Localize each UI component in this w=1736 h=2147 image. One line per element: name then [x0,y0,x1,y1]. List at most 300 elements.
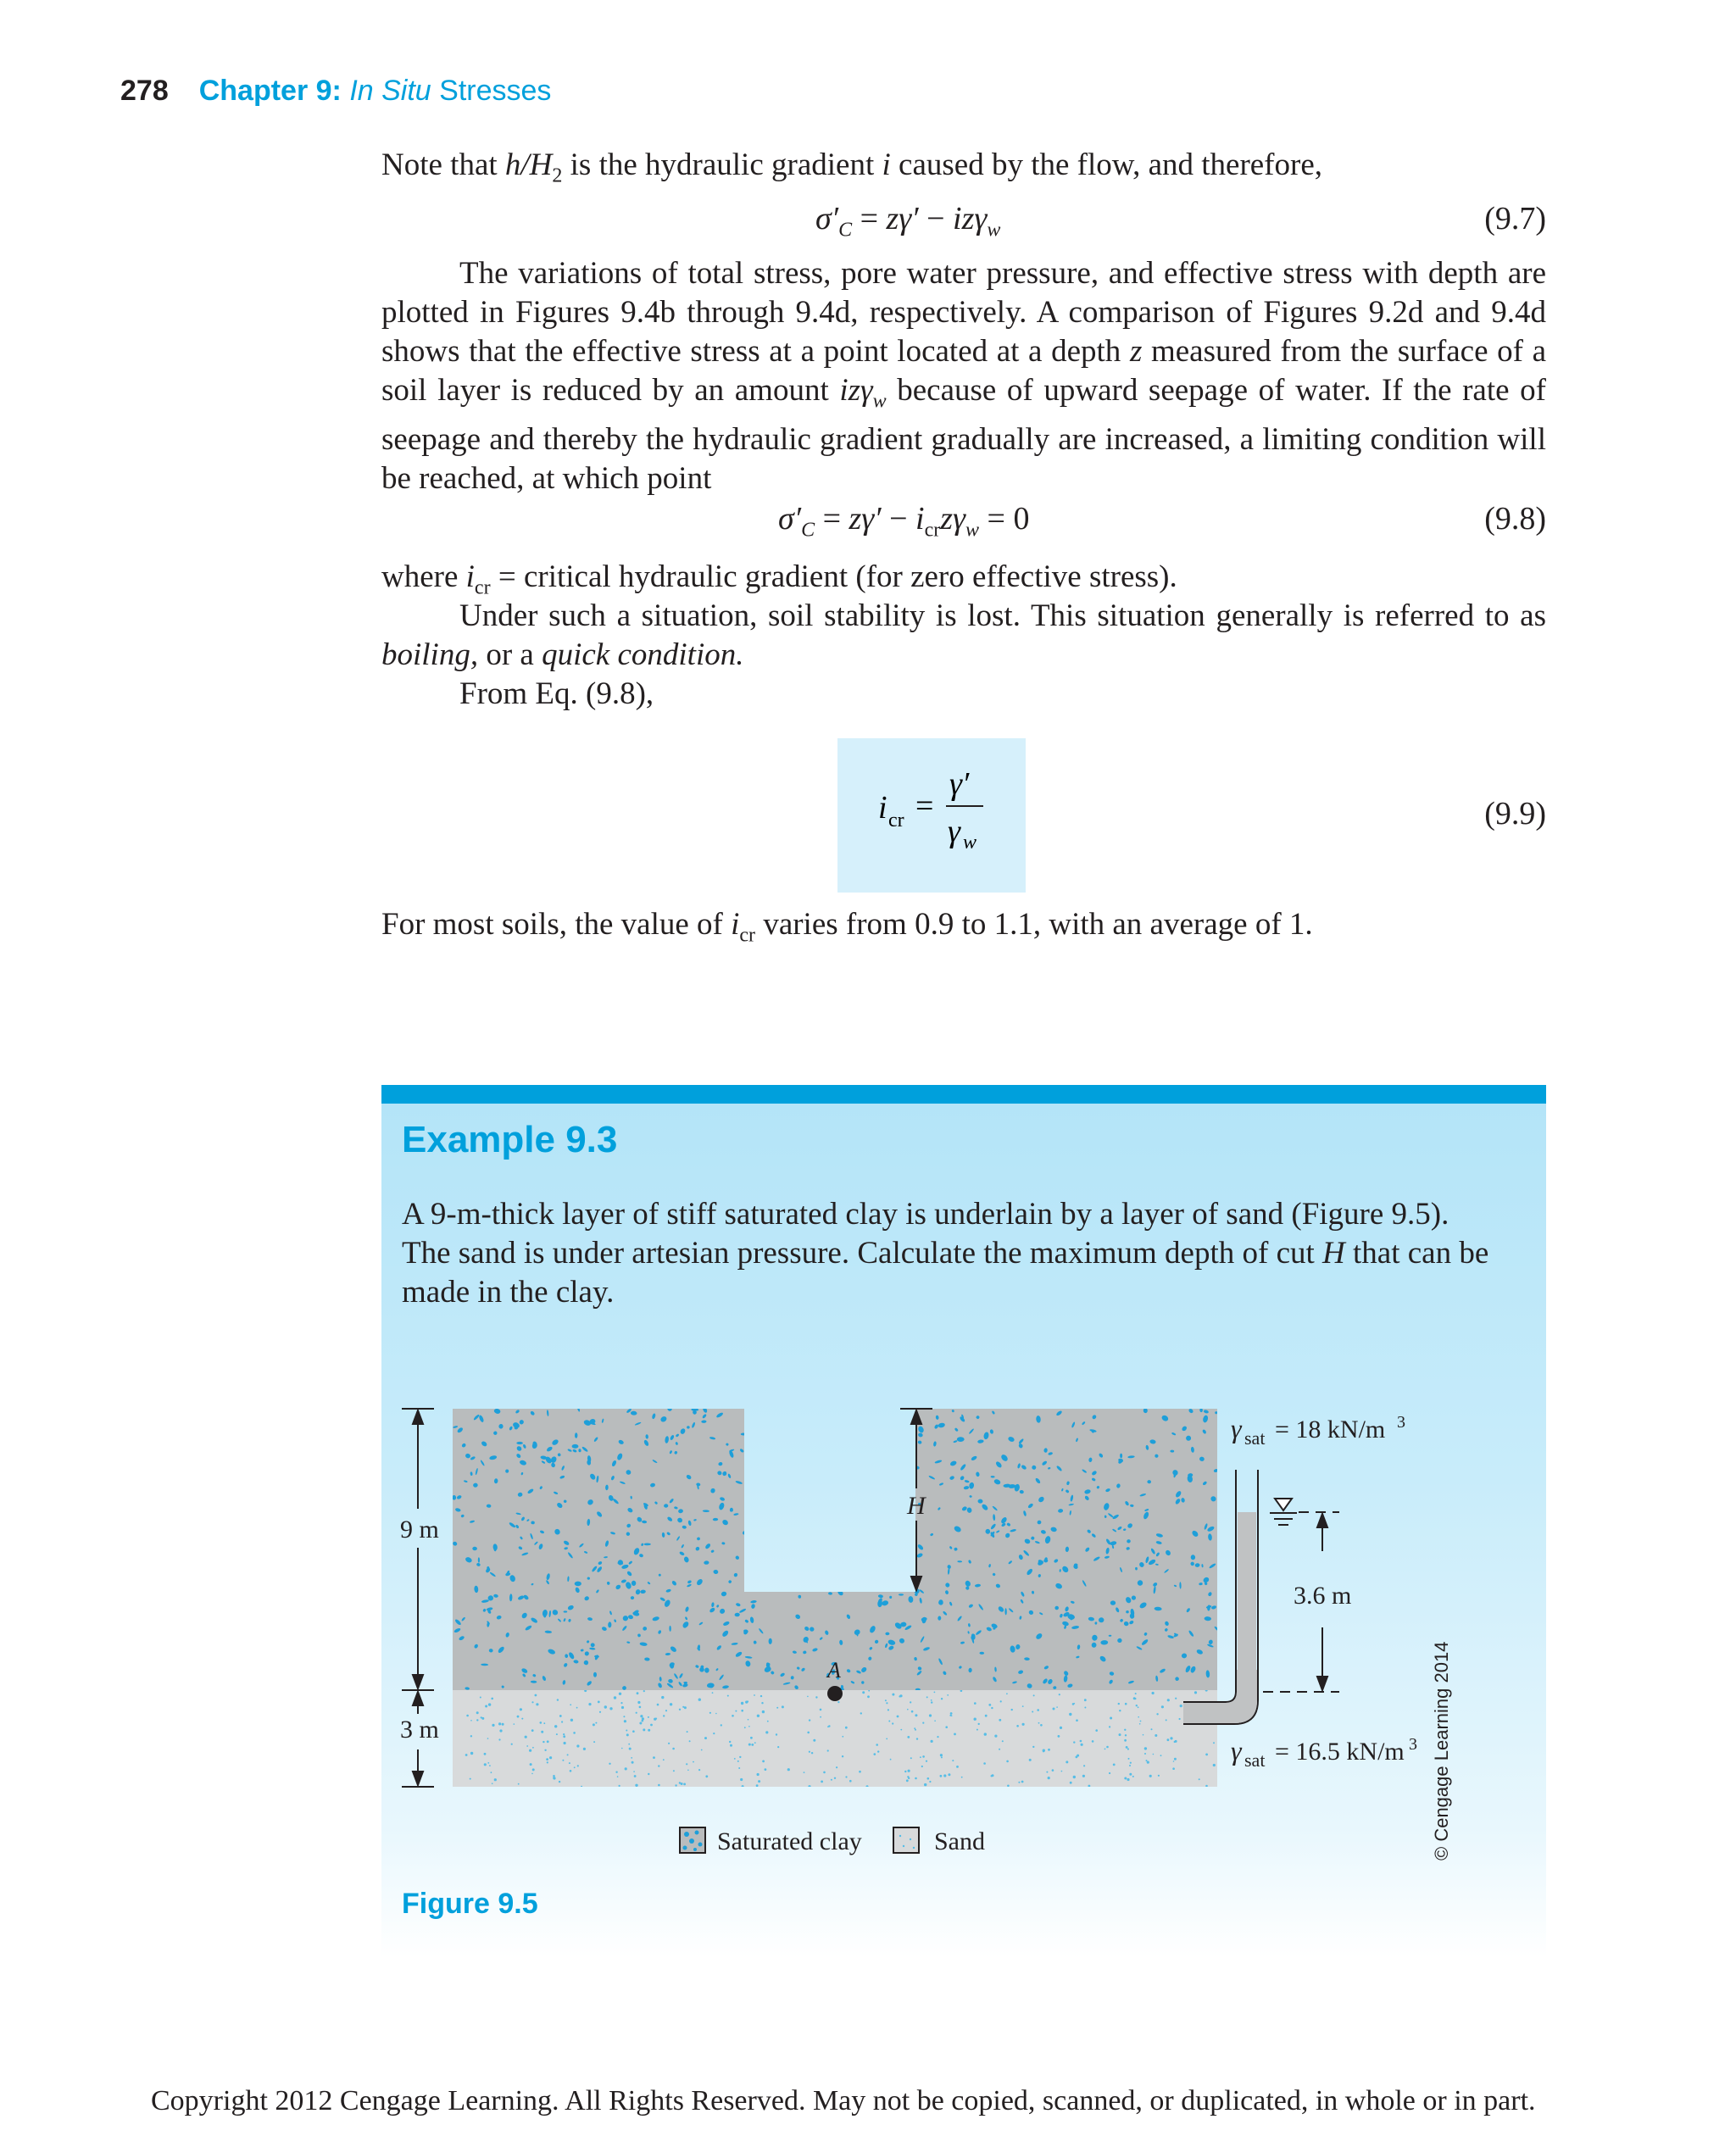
sand-grain [547,1740,549,1743]
svg-text:3: 3 [1409,1735,1417,1754]
svg-text:i: i [878,790,887,826]
sand-grain [492,1724,494,1727]
sand-grain [487,1762,489,1764]
clay-grain [815,1567,821,1571]
sand-grain [834,1777,836,1779]
sand-grain [745,1701,748,1704]
sand-grain [900,1729,902,1731]
sand-grain [915,1714,917,1716]
clay-grain [875,1513,882,1520]
example-title: Example 9.3 [402,1119,618,1160]
sand-grain [1032,1711,1033,1713]
sand-grain [536,1703,538,1705]
sand-grain [484,1763,487,1766]
sand-grain [1199,1778,1200,1780]
clay-grain [860,1559,866,1566]
sand-grain [634,1775,637,1777]
sand-grain [1110,1717,1112,1720]
sand-grain [976,1729,978,1731]
sand-grain [760,1695,762,1697]
clay-grain [854,1525,860,1530]
clay-grain [865,1421,867,1427]
sand-grain [1146,1760,1148,1761]
clay-grain [881,1496,887,1502]
label-H: H [907,1492,926,1520]
sand-grain [624,1720,626,1722]
label-9m: 9 m [400,1516,439,1544]
sand-grain [557,1699,559,1700]
sand-grain [1076,1756,1078,1759]
clay-grain [833,1585,838,1588]
sand-grain [643,1690,645,1692]
sand-grain [683,1783,686,1786]
svg-text:cr: cr [888,809,904,832]
sand-grain [809,1719,810,1721]
sand-grain [636,1712,637,1714]
sand-grain [762,1710,765,1713]
sand-grain [1084,1699,1087,1701]
sand-grain [1113,1764,1116,1766]
sand-grain [689,1740,691,1742]
clay-grain [899,1594,904,1595]
sand-grain [734,1758,736,1760]
sand-grain [484,1753,487,1755]
from-eq-line: From Eq. (9.8), [459,676,654,711]
sand-grain [750,1737,753,1739]
sand-grain [1011,1709,1013,1710]
sand-grain [837,1701,839,1703]
sand-grain [811,1752,813,1754]
sand-grain [924,1783,926,1786]
clay-grain [793,1481,797,1488]
sand-grain [807,1696,809,1698]
clay-grain [779,1418,782,1421]
svg-text:γ: γ [948,814,960,849]
sand-grain [1095,1729,1098,1732]
sand-grain [1118,1703,1120,1705]
clay-grain [883,1540,887,1544]
sand-grain [629,1748,632,1750]
clay-grain [772,1413,779,1417]
clay-grain [886,1459,889,1462]
clay-grain [787,1539,793,1544]
sand-grain [738,1767,740,1769]
sand-grain [991,1707,993,1709]
sand-grain [1213,1742,1215,1744]
sand-grain [635,1784,637,1787]
sand-grain [521,1718,523,1720]
sand-grain [621,1748,623,1749]
sand-grain [1180,1705,1182,1707]
legend [680,1827,985,1855]
sand-grain [1048,1749,1050,1751]
sand-grain [945,1726,948,1728]
sand-grain [1156,1713,1158,1715]
sand-grain [481,1717,484,1720]
clay-grain [747,1477,752,1482]
sand-grain [983,1762,986,1765]
sand-grain [886,1702,887,1704]
clay-grain [826,1565,830,1568]
clay-grain [910,1466,915,1472]
sand-grain [517,1716,520,1718]
clay-grain [789,1410,793,1415]
sand-grain [625,1767,627,1770]
sand-grain [1119,1710,1121,1711]
clay-grain [912,1560,915,1566]
clay-grain [765,1428,771,1434]
sand-grain [927,1777,930,1780]
sand-grain [1124,1729,1126,1731]
sand-grain [520,1708,522,1710]
sand-grain [929,1781,931,1783]
clay-grain [823,1521,830,1527]
sand-grain [922,1722,924,1724]
water-level-symbol [1270,1499,1297,1525]
sand-grain [1135,1693,1137,1694]
figure-9-5 [381,1382,1546,1873]
sand-grain [1081,1744,1083,1746]
sand-grain [1072,1703,1075,1705]
sand-grain [476,1711,479,1714]
sand-grain [542,1741,544,1743]
sand-grain [1160,1755,1162,1756]
sand-grain [1016,1725,1019,1727]
sand-grain [1147,1761,1149,1764]
point-a-marker [827,1686,843,1701]
clay-grain [786,1426,793,1434]
sand-grain [466,1715,469,1717]
clay-grain [894,1413,900,1421]
sand-grain [888,1721,890,1722]
clay-grain [907,1436,912,1441]
sand-grain [748,1726,750,1727]
sand-grain [547,1761,548,1763]
sand-grain [868,1690,870,1692]
sand-grain [1006,1693,1008,1694]
sand-grain [1139,1723,1141,1725]
clay-grain [781,1445,785,1450]
sand-grain [887,1709,889,1710]
sand-grain [876,1744,878,1746]
clay-grain [787,1581,794,1588]
sand-grain [593,1723,595,1726]
label-3m: 3 m [400,1716,439,1744]
clay-layer [453,1409,1217,1690]
clay-grain [798,1575,805,1580]
sand-grain [922,1755,925,1758]
sand-grain [541,1731,543,1733]
clay-grain [754,1560,760,1566]
sand-grain [491,1772,492,1773]
clay-grain [815,1510,820,1515]
sand-grain [573,1732,576,1734]
clay-grain [843,1527,849,1532]
sand-grain [804,1772,805,1773]
sand-grain [1022,1723,1025,1726]
sand-grain [758,1780,760,1783]
where-line: where $i_{cr}$ = critical hydraulic gradient (for zero effective stress). [381,559,1177,599]
sand-grain [899,1695,900,1697]
sand-grain [621,1706,624,1709]
paragraph-hydraulic-gradient: Note that $h/H_2$ is the hydraulic gradient i caused by the flow, and therefore, [381,147,1323,187]
sand-grain [951,1715,953,1716]
sand-grain [712,1692,714,1694]
clay-grain [818,1472,823,1477]
sand-grain [535,1694,537,1697]
clay-grain [868,1538,873,1543]
clay-grain [749,1505,754,1510]
sand-grain [931,1701,932,1703]
sand-grain [820,1716,821,1718]
clay-grain [846,1546,853,1554]
sand-grain [1002,1740,1004,1742]
sand-grain [1194,1691,1197,1694]
sand-grain [985,1715,988,1717]
clay-grain [704,1668,709,1673]
sand-grain [1076,1719,1078,1721]
sand-grain [665,1710,667,1711]
sand-grain [593,1741,595,1743]
sand-grain [862,1691,865,1694]
sand-grain [807,1732,810,1734]
sand-grain [561,1721,563,1722]
chapter-label: Chapter 9: [198,75,342,107]
clay-grain [1074,1564,1078,1567]
sand-grain [1109,1726,1110,1727]
clay-grain [899,1427,904,1432]
sand-grain [1038,1722,1040,1724]
sand-grain [633,1771,635,1772]
sand-grain [1205,1754,1208,1756]
clay-grain [897,1429,904,1437]
clay-grain [831,1495,837,1501]
sand-grain [1213,1764,1216,1766]
chapter-title-italic: In Situ [349,75,431,107]
sand-grain [737,1760,739,1762]
sand-grain [1059,1694,1060,1695]
sand-grain [776,1733,777,1735]
sand-grain [908,1770,910,1772]
sand-grain [1129,1765,1131,1766]
sand-grain [1052,1769,1054,1772]
clay-grain [754,1460,758,1466]
svg-text:= 18 kN/m: = 18 kN/m [1275,1416,1386,1443]
sand-grain [543,1722,545,1724]
sand-grain [1128,1758,1130,1760]
sand-grain [648,1773,649,1775]
sand-grain [1136,1705,1138,1706]
sand-grain [604,1705,607,1708]
clay-grain [784,1510,789,1516]
sand-grain [886,1738,887,1740]
sand-grain [1066,1760,1068,1763]
equation-9-8-body: $\sigma'_C = z\gamma' - i_{cr}z\gamma_w = 0$ [778,501,1030,542]
sand-grain [1175,1698,1177,1699]
sand-grain [1152,1692,1155,1694]
sand-grain [1073,1776,1076,1778]
sand-grain [741,1710,743,1712]
sand-grain [1149,1775,1152,1777]
clay-grain [883,1427,887,1433]
sand-grain [494,1778,497,1781]
clay-grain [850,1570,854,1574]
sand-grain [860,1712,862,1714]
sand-grain [1158,1775,1160,1777]
sand-grain [943,1774,946,1777]
sand-grain [499,1729,502,1732]
sand-grain [1167,1699,1170,1701]
sand-grain [502,1723,504,1726]
sand-grain [1155,1734,1157,1737]
sand-grain [1174,1758,1177,1760]
sand-grain [1166,1719,1167,1721]
chapter-title-rest: Stresses [439,75,552,107]
sand-grain [836,1766,837,1768]
sand-grain [491,1698,493,1700]
sand-grain [693,1761,694,1763]
sand-grain [598,1701,600,1704]
sand-grain [713,1733,715,1734]
sand-grain [751,1744,754,1746]
sand-grain [1046,1772,1048,1773]
sand-grain [544,1749,546,1751]
clay-grain [819,1409,825,1413]
sand-grain [754,1742,756,1744]
equation-number: (9.7) [1484,201,1546,236]
sand-grain [632,1730,635,1733]
svg-text:= 16.5 kN/m: = 16.5 kN/m [1275,1738,1405,1766]
sand-grain [956,1766,959,1768]
sand-grain [595,1722,597,1724]
clay-grain [802,1410,810,1419]
sand-grain [530,1763,532,1766]
sand-grain [842,1755,843,1757]
clay-grain [856,1557,861,1563]
clay-grain [802,1433,806,1438]
sand-grain [470,1720,472,1721]
sand-grain [556,1733,558,1735]
sand-grain [1144,1747,1147,1749]
svg-text:γ′: γ′ [949,766,970,802]
sand-grain [907,1736,910,1738]
sand-grain [1033,1694,1035,1696]
sand-grain [626,1733,629,1736]
clay-grain [858,1411,865,1418]
sand-grain [952,1760,954,1761]
sand-grain [632,1761,634,1764]
sand-grain [1018,1782,1020,1783]
sand-grain [1021,1781,1024,1783]
clay-grain [754,1577,758,1581]
sand-grain [988,1704,991,1706]
sand-grain [813,1739,815,1742]
sand-grain [1161,1705,1164,1708]
clay-grain [760,1556,765,1564]
clay-grain [844,1564,851,1570]
clay-grain [874,1413,879,1418]
sand-grain [931,1740,933,1743]
sand-grain [531,1729,534,1732]
sand-grain [498,1738,500,1740]
legend-sand-swatch [893,1827,919,1853]
sand-grain [1124,1777,1127,1780]
sand-grain [1106,1746,1109,1749]
clay-grain [785,1457,788,1459]
clay-grain [828,1421,832,1426]
gamma-clay-label [1231,1413,1405,1449]
clay-grain [862,1502,865,1507]
sand-grain [849,1780,852,1783]
clay-grain [813,1476,817,1482]
clay-grain [894,1515,902,1518]
sand-grain [1053,1708,1055,1710]
sand-grain [657,1704,659,1706]
clay-grain [826,1502,830,1505]
sand-grain [978,1723,980,1725]
clay-grain [786,1556,789,1560]
sand-grain [727,1695,729,1697]
sand-grain [984,1733,987,1735]
clay-grain [810,1442,815,1447]
sand-grain [907,1776,909,1777]
sand-grain [721,1724,722,1726]
sand-grain [1127,1778,1129,1781]
sand-grain [754,1694,755,1696]
sand-grain [742,1785,744,1788]
sand-grain [628,1744,630,1745]
sand-grain [581,1786,582,1788]
sand-grain [567,1754,569,1755]
sand-grain [1124,1739,1127,1742]
paragraph-most-soils: For most soils, the value of $i_{cr}$ varies from 0.9 to 1.1, with an average of 1. [381,907,1313,947]
sand-grain [1138,1716,1139,1718]
sand-grain [954,1733,956,1736]
sand-grain [1092,1740,1094,1743]
sand-grain [1029,1759,1032,1761]
clay-grain [748,1470,752,1476]
clay-grain [860,1513,866,1518]
sand-grain [765,1731,768,1733]
sand-grain [926,1696,928,1698]
sand-grain [767,1721,769,1722]
paragraph-boiling: Under such a situation, soil stability is lost. This situation generally is referred to as boiling, or a quick condition. [381,598,1546,672]
sand-grain [1084,1707,1086,1709]
clay-grain [593,1672,597,1677]
sand-grain [762,1760,765,1763]
sand-grain [1170,1737,1172,1739]
sand-grain [531,1701,533,1703]
sand-grain [570,1704,571,1705]
sand-grain [526,1745,528,1747]
sand-grain [511,1744,513,1745]
sand-grain [730,1744,732,1747]
sand-grain [897,1716,899,1718]
clay-grain [882,1450,885,1454]
sand-grain [950,1712,953,1715]
clay-grain [815,1446,821,1451]
sand-grain [653,1756,655,1759]
sand-grain [1172,1767,1175,1770]
clay-grain [741,1433,746,1436]
sand-grain [1037,1709,1039,1711]
paragraph-variations: The variations of total stress, pore water pressure, and effective stress with depth are plotted in Figures 9.4b through 9.4d, respectively. A comparison of Figures 9.2d and 9.4d shows that the effective stress at a point located at a depth z measured from the surface of a soil layer is reduced by an amount izγ$_w$ because of upward seepage of water. If the rate of seepage and thereby the hydraulic gradient gradually are increased, a limiting condition will be reached, at which point [381,256,1547,497]
sand-grain [488,1703,491,1705]
clay-grain [865,1562,872,1567]
sand-grain [920,1756,921,1758]
sand-grain [741,1702,743,1705]
sand-grain [910,1757,912,1759]
